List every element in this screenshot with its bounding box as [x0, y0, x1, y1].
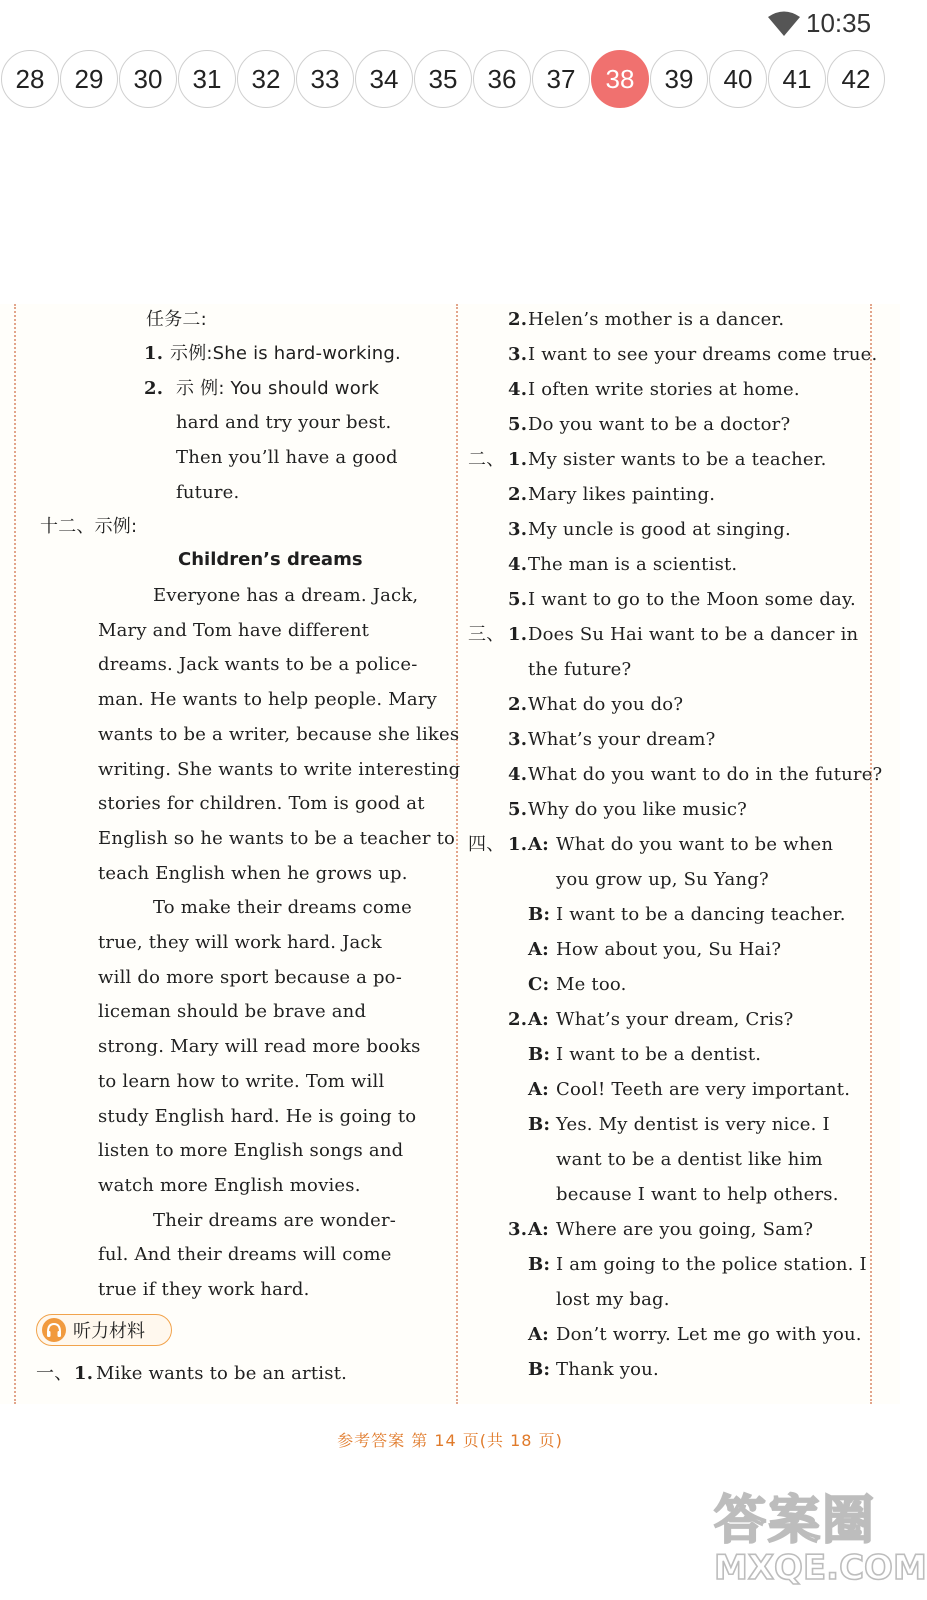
page-39-button[interactable]: 39 — [650, 50, 708, 108]
essay-line: stories for children. Tom is good at — [98, 793, 425, 815]
item-number: 2. — [508, 309, 528, 330]
page-31-button[interactable]: 31 — [178, 50, 236, 108]
item-number: 4. — [508, 764, 528, 785]
answer-line: 示 例: You should work — [176, 378, 380, 399]
page-pager — [0, 50, 900, 110]
speaker-label: A: — [528, 1009, 550, 1030]
item-number: 2. — [144, 378, 164, 399]
dialogue-line: Me too. — [556, 974, 627, 995]
page-footer: 参考答案 第 14 页(共 18 页) — [337, 1431, 563, 1450]
dialogue-line: you grow up, Su Yang? — [556, 869, 769, 890]
item-number: 1. — [508, 449, 528, 470]
essay-line: listen to more English songs and — [98, 1140, 404, 1162]
dialogue-line: I want to be a dentist. — [556, 1044, 762, 1065]
watermark-text: 答案圈 — [714, 1491, 877, 1551]
speaker-label: B: — [528, 1044, 551, 1065]
section-2-label: 二、 — [468, 449, 505, 470]
page-32-button[interactable]: 32 — [237, 50, 295, 108]
speaker-label: B: — [528, 904, 551, 925]
essay-line: Everyone has a dream. Jack, — [153, 585, 419, 606]
item-number: 2. — [508, 484, 528, 505]
page-41-button[interactable]: 41 — [768, 50, 826, 108]
listening-badge-label: 听力材料 — [73, 1321, 145, 1342]
page-30-button[interactable]: 30 — [119, 50, 177, 108]
answer-text: Helen’s mother is a dancer. — [528, 309, 785, 330]
answer-text: 示例:She is hard-working. — [170, 343, 401, 364]
task-2-heading: 任务二: — [146, 309, 207, 330]
answer-text: the future? — [528, 659, 632, 680]
essay-line: watch more English movies. — [98, 1174, 361, 1196]
wifi-icon — [768, 12, 800, 36]
answer-text: What do you do? — [528, 694, 684, 715]
answer-text: Mary likes painting. — [528, 484, 716, 505]
essay-line: ful. And their dreams will come — [98, 1244, 392, 1266]
essay-line: Their dreams are wonder- — [153, 1209, 397, 1231]
answer-text: What’s your dream? — [528, 729, 716, 750]
essay-line: study English hard. He is going to — [98, 1105, 417, 1127]
section-1-label: 一、 — [36, 1363, 73, 1384]
essay-line: strong. Mary will read more books — [98, 1036, 421, 1058]
item-number: 4. — [508, 554, 528, 575]
essay-line: English so he wants to be a teacher to — [98, 827, 456, 849]
answer-text: Mike wants to be an artist. — [96, 1363, 348, 1384]
item-number: 1. — [508, 834, 528, 855]
clock: 10:35 — [806, 8, 872, 38]
dialogue-line: Thank you. — [556, 1359, 659, 1380]
page-28-button[interactable]: 28 — [1, 50, 59, 108]
dialogue-line: What’s your dream, Cris? — [556, 1009, 794, 1030]
essay-line: dreams. Jack wants to be a police- — [98, 654, 418, 676]
section-3-label: 三、 — [468, 624, 505, 645]
essay-line: will do more sport because a po- — [98, 966, 403, 988]
section-12-heading: 十二、示例: — [40, 516, 138, 537]
page-36-button[interactable]: 36 — [473, 50, 531, 108]
speaker-label: B: — [528, 1359, 551, 1380]
dialogue-line: What do you want to be when — [556, 834, 834, 855]
dialogue-line: because I want to help others. — [556, 1184, 839, 1205]
answer-line: future. — [176, 482, 240, 503]
item-number: 5. — [508, 414, 528, 435]
speaker-label: A: — [528, 1079, 550, 1100]
speaker-label: A: — [528, 1324, 550, 1345]
headphones-icon — [41, 1317, 67, 1343]
answer-text: I want to see your dreams come true. — [528, 344, 878, 365]
dialogue-line: Yes. My dentist is very nice. I — [556, 1114, 830, 1135]
item-number: 2. — [508, 1009, 528, 1030]
essay-line: Mary and Tom have different — [98, 619, 370, 641]
essay-line: liceman should be brave and — [98, 1001, 367, 1023]
answer-page — [0, 304, 900, 1404]
speaker-label: A: — [528, 834, 550, 855]
essay-line: teach English when he grows up. — [98, 862, 408, 884]
dialogue-line: lost my bag. — [556, 1289, 670, 1310]
answer-text: What do you want to do in the future? — [528, 764, 883, 785]
answer-text: I often write stories at home. — [528, 379, 800, 400]
dialogue-line: want to be a dentist like him — [556, 1149, 823, 1170]
answer-text: Do you want to be a doctor? — [528, 414, 791, 435]
watermark-url: MXQE.COM — [714, 1548, 927, 1588]
page-34-button[interactable]: 34 — [355, 50, 413, 108]
item-number: 5. — [508, 799, 528, 820]
item-number: 2. — [508, 694, 528, 715]
page-33-button[interactable]: 33 — [296, 50, 354, 108]
essay-line: writing. She wants to write interesting — [98, 758, 461, 780]
page-35-button[interactable]: 35 — [414, 50, 472, 108]
speaker-label: A: — [528, 1219, 550, 1240]
item-number: 1. — [508, 624, 528, 645]
essay-line: to learn how to write. Tom will — [98, 1070, 385, 1092]
speaker-label: C: — [528, 974, 550, 995]
speaker-label: B: — [528, 1114, 551, 1135]
essay-line: true, they will work hard. Jack — [98, 932, 382, 953]
essay-line: true if they work hard. — [98, 1279, 310, 1300]
page-40-button[interactable]: 40 — [709, 50, 767, 108]
item-number: 4. — [508, 379, 528, 400]
dialogue-line: I am going to the police station. I — [556, 1254, 867, 1275]
item-number: 3. — [508, 344, 528, 365]
column-divider — [456, 304, 458, 1404]
dialogue-line: How about you, Su Hai? — [556, 939, 782, 960]
page-38-button[interactable]: 38 — [591, 50, 649, 108]
status-bar — [0, 0, 900, 46]
page-42-button[interactable]: 42 — [827, 50, 885, 108]
answer-text: Does Su Hai want to be a dancer in — [528, 624, 859, 645]
item-number: 1. — [74, 1363, 94, 1384]
margin-line-left — [14, 304, 16, 1404]
item-number: 3. — [508, 1219, 528, 1240]
dialogue-line: I want to be a dancing teacher. — [556, 904, 846, 925]
essay-title: Children’s dreams — [178, 549, 363, 570]
listening-material-badge — [36, 1314, 172, 1346]
essay-line: To make their dreams come — [153, 897, 412, 919]
speaker-label: B: — [528, 1254, 551, 1275]
dialogue-line: Don’t worry. Let me go with you. — [556, 1324, 862, 1345]
answer-text: I want to go to the Moon some day. — [528, 589, 856, 610]
answer-text: Why do you like music? — [528, 799, 747, 820]
speaker-label: A: — [528, 939, 550, 960]
page-29-button[interactable]: 29 — [60, 50, 118, 108]
answer-text: My sister wants to be a teacher. — [528, 449, 827, 470]
dialogue-line: Cool! Teeth are very important. — [556, 1079, 851, 1100]
essay-line: wants to be a writer, because she likes — [98, 723, 460, 745]
answer-text: My uncle is good at singing. — [528, 519, 791, 540]
item-number: 3. — [508, 729, 528, 750]
answer-line: hard and try your best. — [176, 412, 392, 433]
answer-line: Then you’ll have a good — [176, 447, 398, 468]
section-4-label: 四、 — [468, 834, 505, 855]
essay-line: man. He wants to help people. Mary — [98, 689, 437, 711]
item-number: 5. — [508, 589, 528, 610]
item-number: 1. — [144, 343, 164, 364]
dialogue-line: Where are you going, Sam? — [556, 1219, 814, 1240]
margin-line-right — [870, 304, 872, 1404]
page-37-button[interactable]: 37 — [532, 50, 590, 108]
answer-text: The man is a scientist. — [528, 554, 738, 575]
item-number: 3. — [508, 519, 528, 540]
watermark-logo — [714, 1478, 927, 1594]
